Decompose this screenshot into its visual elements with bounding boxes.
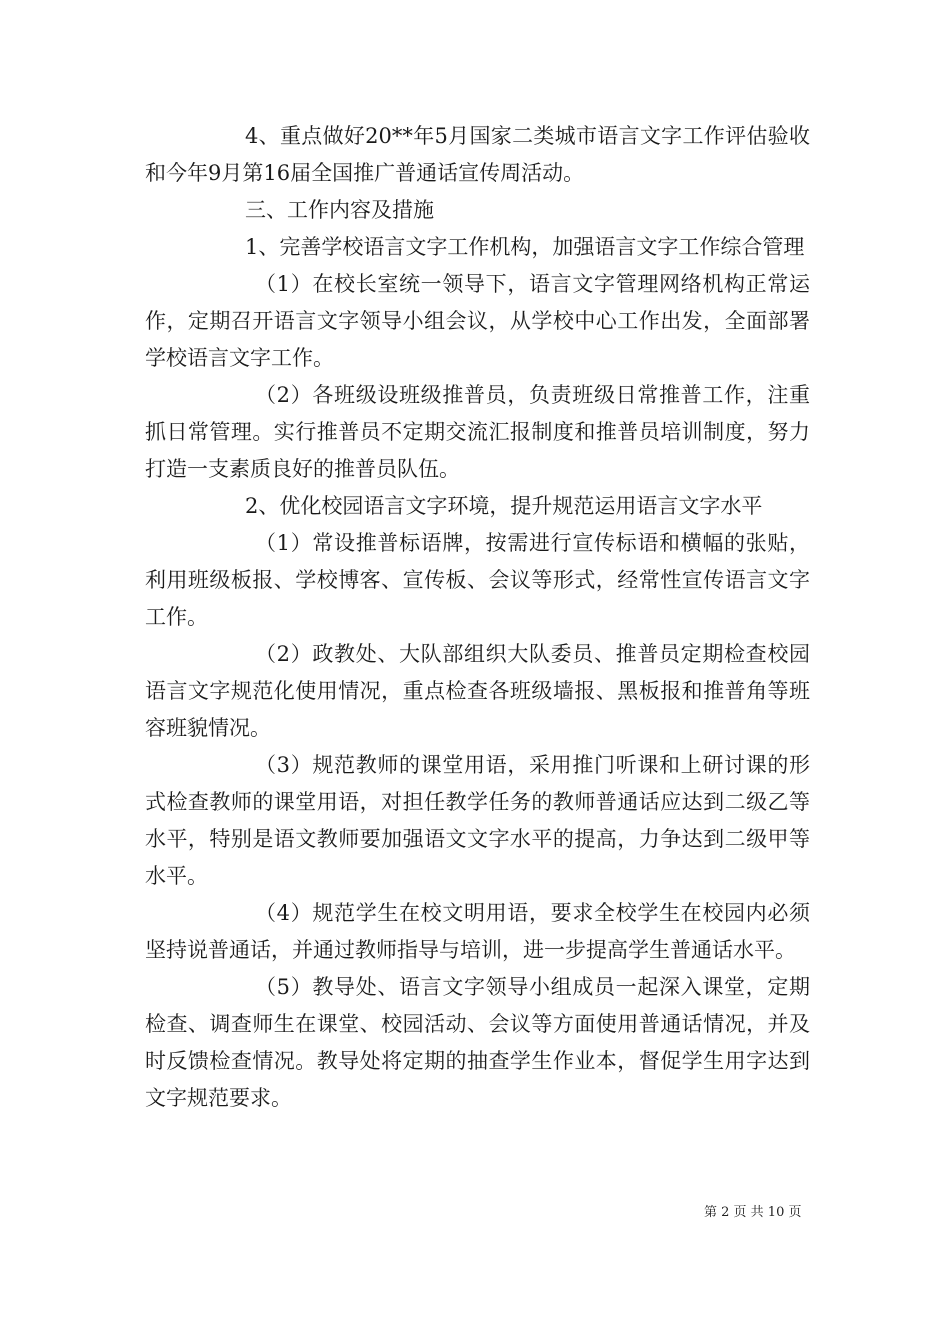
paragraph-item-1-1: （1）在校长室统一领导下，语言文字管理网络机构正常运作，定期召开语言文字领导小组会议，从学校中心工作出发，全面部署学校语言文字工作。 (145, 272, 810, 370)
paragraph-item-2-1: （1）常设推普标语牌，按需进行宣传标语和横幅的张贴，利用班级板报、学校博客、宣传板、会议等形式，经常性宣传语言文字工作。 (145, 531, 810, 629)
paragraph-item-2-3: （3）规范教师的课堂用语，采用推门听课和上研讨课的形式检查教师的课堂用语，对担任教学任务的教师普通话应达到二级乙等水平，特别是语文教师要加强语文文字水平的提高，力争达到二级甲等水平。 (145, 753, 810, 888)
subheading-optimize-environment: 2、优化校园语言文字环境，提升规范运用语言文字水平 (245, 494, 763, 518)
paragraph-item-2-5: （5）教导处、语言文字领导小组成员一起深入课堂，定期检查、调查师生在课堂、校园活动、会议等方面使用普通话情况，并及时反馈检查情况。教导处将定期的抽查学生作业本，督促学生用字达到文字规范要求。 (145, 975, 810, 1110)
document-body (145, 118, 810, 1117)
page-number-footer: 第 2 页 共 10 页 (704, 1205, 802, 1220)
paragraph-item-2-4: （4）规范学生在校文明用语，要求全校学生在校园内必须坚持说普通话，并通过教师指导与培训，进一步提高学生普通话水平。 (145, 901, 810, 962)
paragraph-item-1-2: （2）各班级设班级推普员，负责班级日常推普工作，注重抓日常管理。实行推普员不定期交流汇报制度和推普员培训制度，努力打造一支素质良好的推普员队伍。 (145, 383, 810, 481)
section-heading-work-content: 三、工作内容及措施 (245, 198, 434, 222)
subheading-improve-organization: 1、完善学校语言文字工作机构，加强语言文字工作综合管理 (245, 235, 805, 259)
paragraph-item-2-2: （2）政教处、大队部组织大队委员、推普员定期检查校园语言文字规范化使用情况，重点检查各班级墙报、黑板报和推普角等班容班貌情况。 (145, 642, 810, 740)
paragraph-key-task-4: 4、重点做好20**年5月国家二类城市语言文字工作评估验收和今年9月第16届全国推广普通话宣传周活动。 (145, 124, 810, 185)
